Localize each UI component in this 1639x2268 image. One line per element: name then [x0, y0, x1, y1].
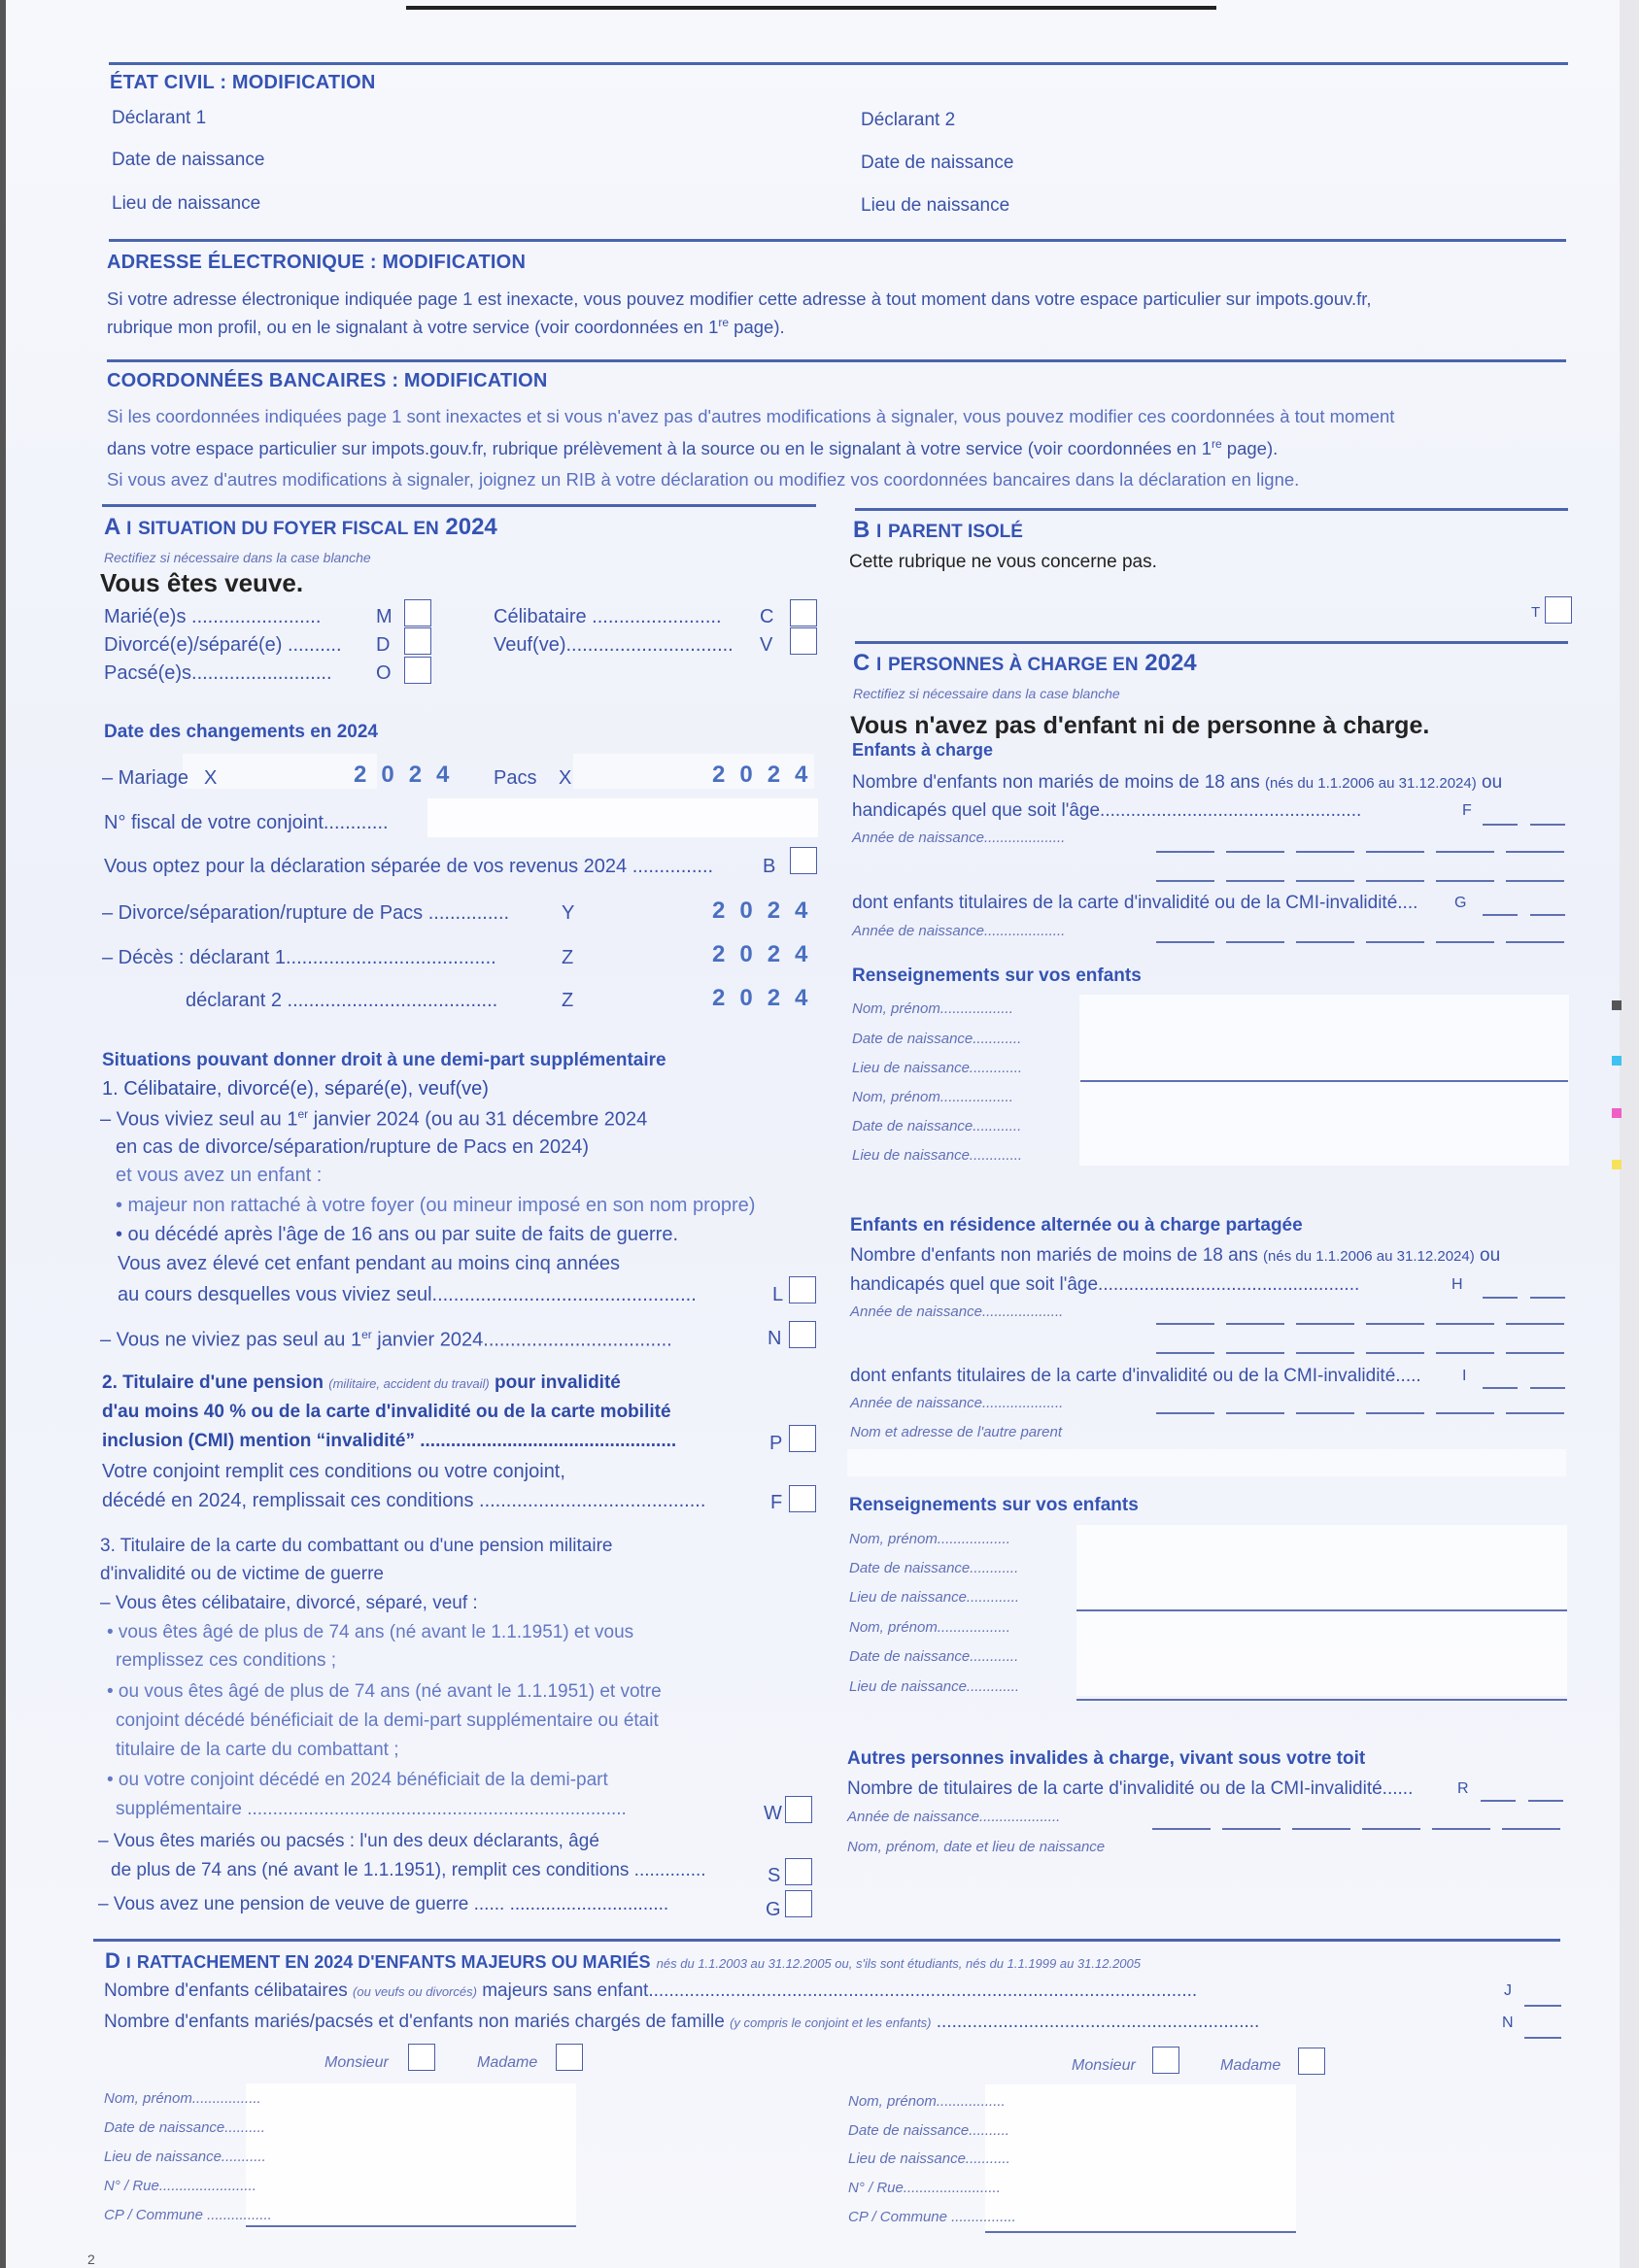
year-field[interactable] [1156, 1352, 1214, 1354]
child1-rue-label: N° / Rue........................ [104, 2178, 256, 2194]
code-i: I [1462, 1368, 1467, 1384]
section-year: 2024 [445, 514, 497, 540]
situation2-line4: Votre conjoint remplit ces conditions ou votre conjoint, [102, 1461, 565, 1482]
bancaire-text-line1: Si les coordonnées indiquées page 1 sont inexactes et si vous n'avez pas d'autres modifications à signaler, vous pouvez modifier ces coordonnées à tout moment [107, 406, 1395, 426]
section-c-title [853, 650, 1197, 677]
year-field[interactable] [1156, 1323, 1214, 1325]
year-field[interactable] [1226, 941, 1284, 943]
code-g: G [766, 1899, 781, 1920]
situation1-line4: • majeur non rattaché à votre foyer (ou mineur imposé en son nom propre) [116, 1195, 756, 1216]
child2-field-area[interactable] [985, 2084, 1296, 2230]
scan-right-edge [1620, 0, 1639, 2268]
section-letter: C [853, 650, 871, 676]
year-field[interactable] [1156, 941, 1214, 943]
option-pacses-label: Pacsé(e)s.......................... [104, 662, 332, 684]
checkbox-t[interactable] [1545, 596, 1572, 624]
pacs-label: Pacs [494, 767, 537, 789]
renseignements-title-2: Renseignements sur vos enfants [849, 1495, 1139, 1515]
situation3-line2: d'invalidité ou de victime de guerre [100, 1564, 384, 1584]
year-field[interactable] [1226, 851, 1284, 853]
code-n: N [768, 1328, 782, 1349]
option-maries-label: Marié(e)s ........................ [104, 606, 322, 627]
year-field[interactable] [1506, 851, 1564, 853]
year-field[interactable] [1366, 851, 1424, 853]
bancaire-title: COORDONNÉES BANCAIRES : MODIFICATION [107, 370, 548, 391]
situation-text: pour invalidité [489, 1372, 621, 1393]
checkbox-n[interactable] [789, 1321, 816, 1348]
count-field[interactable] [1483, 824, 1518, 826]
section-separator: I [876, 522, 882, 542]
bancaire-text-line3: Si vous avez d'autres modifications à signaler, joignez un RIB à votre déclaration ou modifiez vos coordonnées bancaires dans la déclaration en ligne. [107, 469, 1300, 490]
date-label: Date de naissance............ [849, 1648, 1019, 1665]
count-field[interactable] [1483, 1387, 1518, 1389]
field-line [1080, 1080, 1568, 1082]
section-d-title [105, 1948, 1141, 1974]
situation1-line1 [100, 1107, 647, 1132]
field-line [1076, 1609, 1567, 1611]
divider [93, 1939, 1560, 1942]
code-p: P [769, 1433, 783, 1454]
section-letter: B [853, 517, 871, 543]
year-field[interactable] [1296, 1412, 1354, 1414]
deces1-year: 2024 [712, 941, 823, 967]
checkbox-f[interactable] [789, 1485, 816, 1512]
checkbox-g[interactable] [785, 1890, 812, 1917]
situation2-line2: d'au moins 40 % ou de la carte d'invalidité ou de la carte mobilité [102, 1402, 671, 1422]
lieu-label: Lieu de naissance............. [852, 1060, 1023, 1076]
nombre-note: (nés du 1.1.2006 au 31.12.2024) [1265, 775, 1477, 792]
year-field[interactable] [1436, 880, 1494, 882]
field-line [985, 2231, 1296, 2233]
mariage-year: 2024 [354, 762, 464, 788]
year-field[interactable] [1156, 880, 1214, 882]
superscript: re [718, 316, 730, 329]
year-field[interactable] [1156, 851, 1214, 853]
deces1-label: – Décès : déclarant 1....................................... [102, 947, 496, 968]
separate-declaration-label: Vous optez pour la déclaration séparée de vos revenus 2024 ............... [104, 856, 714, 877]
year-field[interactable] [1366, 941, 1424, 943]
option-maries-code: M [376, 606, 393, 627]
situation3-line11: – Vous êtes mariés ou pacsés : l'un des deux déclarants, âgé [98, 1831, 599, 1851]
year-field[interactable] [1296, 1323, 1354, 1325]
divider [107, 359, 1566, 362]
rattachement-text: Nombre d'enfants mariés/pacsés et d'enfants non mariés chargés de famille [104, 2012, 731, 2032]
superscript: er [297, 1107, 309, 1121]
section-letter: A [104, 514, 120, 540]
deces2-label: déclarant 2 ....................................... [186, 990, 498, 1011]
declarant1-birthdate-label: Date de naissance [112, 150, 265, 170]
code-s: S [768, 1865, 781, 1886]
status-message: Vous êtes veuve. [100, 568, 304, 597]
checkbox-madame-2[interactable] [1298, 2048, 1325, 2075]
situation3-line5: remplissez ces conditions ; [116, 1650, 337, 1671]
situation3-line10: supplémentaire .......................................................................... [116, 1799, 627, 1819]
declarant1-label: Déclarant 1 [112, 108, 207, 128]
dont-carte-g: dont enfants titulaires de la carte d'invalidité ou de la CMI-invalidité.... [852, 893, 1418, 913]
option-celibataire-label: Célibataire ........................ [494, 606, 722, 627]
year-field[interactable] [1366, 1412, 1424, 1414]
nom-label: Nom, prénom.................. [849, 1531, 1010, 1547]
madame-label: Madame [477, 2054, 538, 2071]
situation-note: (militaire, accident du travail) [328, 1376, 490, 1391]
divider [102, 504, 816, 507]
autres-nombre-label: Nombre de titulaires de la carte d'invalidité ou de la CMI-invalidité...... [847, 1778, 1414, 1799]
year-field[interactable] [1156, 1412, 1214, 1414]
field-line [246, 2225, 576, 2227]
renseignements-title: Renseignements sur vos enfants [852, 965, 1142, 986]
child2-rue-label: N° / Rue........................ [848, 2180, 1001, 2196]
printer-mark-cyan [1612, 1056, 1622, 1066]
count-field[interactable] [1530, 1297, 1565, 1299]
section-b-title [853, 517, 1023, 544]
rattachement-note: (ou veufs ou divorcés) [353, 1984, 477, 1999]
autres-personnes-title: Autres personnes invalides à charge, vivant sous votre toit [847, 1748, 1366, 1769]
checkbox-w[interactable] [785, 1796, 812, 1823]
code-w: W [764, 1803, 782, 1824]
checkbox-celibataire[interactable] [790, 599, 817, 626]
declarant2-birthplace-label: Lieu de naissance [861, 195, 1010, 216]
changes-title: Date des changements en 2024 [104, 722, 378, 742]
situation-text: – Vous viviez seul au 1 [100, 1108, 298, 1131]
year-field[interactable] [1296, 851, 1354, 853]
year-field[interactable] [1506, 1352, 1564, 1354]
personnes-charge-message: Vous n'avez pas d'enfant ni de personne à charge. [850, 712, 1430, 739]
checkbox-p[interactable] [789, 1425, 816, 1452]
rattachement-text: Nombre d'enfants célibataires [104, 1980, 354, 2001]
parent-isole-message: Cette rubrique ne vous concerne pas. [849, 552, 1157, 572]
situation1-title: 1. Célibataire, divorcé(e), séparé(e), veuf(ve) [102, 1078, 489, 1100]
count-field[interactable] [1481, 1800, 1516, 1802]
printer-mark-yellow [1612, 1160, 1622, 1169]
scan-left-edge [0, 0, 6, 2268]
pacs-x: X [559, 767, 572, 789]
adresse-text-line2 [107, 316, 785, 338]
code-n-rattachement: N [1502, 2014, 1514, 2031]
situation1-line7: au cours desquelles vous viviez seul................................................. [118, 1284, 697, 1305]
year-field[interactable] [1222, 1828, 1280, 1830]
year-field[interactable] [1366, 1323, 1424, 1325]
count-field[interactable] [1524, 2037, 1561, 2039]
code-f: F [770, 1492, 783, 1513]
annee-naissance-label: Année de naissance.................... [850, 1303, 1064, 1320]
fiscal-number-label: N° fiscal de votre conjoint............ [104, 812, 389, 833]
code-r: R [1457, 1780, 1469, 1797]
checkbox-l[interactable] [789, 1276, 816, 1303]
year-field[interactable] [1292, 1828, 1350, 1830]
child2-commune-label: CP / Commune ................ [848, 2209, 1016, 2225]
annee-naissance-label: Année de naissance.................... [852, 829, 1066, 846]
rectifiez-hint: Rectifiez si nécessaire dans la case blanche [104, 550, 371, 565]
child1-date-label: Date de naissance.......... [104, 2119, 265, 2136]
situation3-line12: de plus de 74 ans (né avant le 1.1.1951), remplit ces conditions .............. [111, 1860, 706, 1880]
autres-nom-label: Nom, prénom, date et lieu de naissance [847, 1839, 1106, 1855]
field-line [1076, 1699, 1567, 1701]
section-separator: I [876, 655, 882, 675]
option-veuf-label: Veuf(ve)............................... [494, 634, 734, 656]
divider [109, 239, 1566, 242]
section-title-text: RATTACHEMENT EN 2024 D'ENFANTS MAJEURS OU MARIÉS [136, 1952, 651, 1972]
mariage-label: – Mariage [102, 767, 188, 789]
child1-field-area[interactable] [246, 2083, 576, 2229]
child2-lieu-label: Lieu de naissance........... [848, 2150, 1010, 2167]
year-field[interactable] [1366, 880, 1424, 882]
situation1-line3: et vous avez un enfant : [116, 1165, 323, 1186]
deces2-code: Z [562, 990, 574, 1011]
bancaire-text: dans votre espace particulier sur impots.gouv.fr, rubrique prélèvement à la source ou en le signalant à votre service (voir coordonnées en 1 [107, 438, 1212, 459]
section-title-text: PARENT ISOLÉ [887, 522, 1023, 542]
nom-label: Nom, prénom.................. [849, 1619, 1010, 1636]
nombre-enfants-alt-line1 [850, 1245, 1500, 1267]
year-field[interactable] [1506, 1412, 1564, 1414]
adresse-text: rubrique mon profil, ou en le signalant à votre service (voir coordonnées en 1 [107, 317, 719, 338]
declarant2-label: Déclarant 2 [861, 110, 956, 130]
annee-naissance-label: Année de naissance.................... [852, 923, 1066, 939]
situation1-line2: en cas de divorce/séparation/rupture de Pacs en 2024) [116, 1136, 589, 1158]
monsieur-label: Monsieur [1072, 2057, 1136, 2074]
option-divorce-code: D [376, 634, 391, 656]
year-field[interactable] [1226, 1352, 1284, 1354]
alterne-title-text: Enfants en résidence alternée [850, 1215, 1112, 1236]
option-veuf-code: V [760, 634, 773, 656]
rattachement-line1 [104, 1980, 1197, 2002]
madame-label: Madame [1220, 2057, 1281, 2074]
situation-text: 2. Titulaire d'une pension [102, 1372, 329, 1393]
nombre-text: ou [1474, 1245, 1501, 1266]
year-field[interactable] [1506, 1323, 1564, 1325]
fiscal-number-field[interactable] [427, 798, 818, 837]
scan-top-edge [406, 6, 1216, 10]
monsieur-label: Monsieur [324, 2054, 389, 2071]
code-l: L [772, 1284, 784, 1305]
year-field[interactable] [1436, 1412, 1494, 1414]
count-field[interactable] [1524, 2005, 1561, 2007]
nom-label: Nom, prénom.................. [852, 1000, 1013, 1017]
situation-text: janvier 2024 (ou au 31 décembre 2024 [308, 1108, 648, 1131]
nom-label: Nom, prénom.................. [852, 1089, 1013, 1105]
declarant1-birthplace-label: Lieu de naissance [112, 193, 261, 214]
option-pacses-code: O [376, 662, 392, 684]
situation3-line13: – Vous avez une pension de veuve de guerre ...... ............................... [98, 1894, 669, 1914]
year-field[interactable] [1436, 1323, 1494, 1325]
section-separator: I [126, 1953, 131, 1972]
checkbox-monsieur-1[interactable] [408, 2044, 435, 2071]
child2-date-label: Date de naissance.......... [848, 2122, 1009, 2139]
rattachement-note: (y compris le conjoint et les enfants) [730, 2015, 932, 2030]
code-f-enfants: F [1462, 802, 1472, 819]
option-divorce-label: Divorcé(e)/séparé(e) .......... [104, 634, 342, 656]
situation3-line9: • ou votre conjoint décédé en 2024 bénéficiait de la demi-part [107, 1770, 608, 1790]
autre-parent-field[interactable] [847, 1449, 1566, 1476]
section-year: 2024 [1144, 650, 1197, 676]
count-field[interactable] [1528, 1800, 1563, 1802]
checkbox-pacses[interactable] [404, 657, 431, 684]
year-field[interactable] [1226, 1412, 1284, 1414]
divorce-label: – Divorce/séparation/rupture de Pacs ............... [102, 902, 510, 924]
deces1-code: Z [562, 947, 574, 968]
situation1-line5: • ou décédé après l'âge de 16 ans ou par suite de faits de guerre. [116, 1224, 678, 1245]
nombre-enfants-alt-line2: handicapés quel que soit l'âge................................................... [850, 1274, 1360, 1295]
date-label: Date de naissance............ [849, 1560, 1019, 1576]
divorce-code: Y [562, 902, 575, 924]
nombre-text: ou [1476, 772, 1503, 793]
superscript: re [1212, 437, 1222, 451]
year-field[interactable] [1506, 941, 1564, 943]
rattachement-line2 [104, 2012, 1259, 2033]
printer-mark-magenta [1612, 1108, 1622, 1118]
situation3-line1: 3. Titulaire de la carte du combattant ou d'une pension militaire [100, 1536, 613, 1556]
child1-nom-label: Nom, prénom................. [104, 2090, 261, 2107]
section-a-title [104, 514, 497, 541]
section-subtitle: nés du 1.1.2003 au 31.12.2005 ou, s'ils sont étudiants, nés du 1.1.1999 au 31.12.2005 [656, 1956, 1141, 1971]
situation3-line4: • vous êtes âgé de plus de 74 ans (né avant le 1.1.1951) et vous [107, 1622, 634, 1642]
lieu-label: Lieu de naissance............. [852, 1147, 1023, 1164]
rattachement-text: majeurs sans enfant........................................................................................................... [476, 1980, 1198, 2001]
annee-naissance-label: Année de naissance.................... [847, 1809, 1061, 1825]
situation3-line7: conjoint décédé bénéficiait de la demi-part supplémentaire ou était [116, 1710, 659, 1731]
autre-parent-label: Nom et adresse de l'autre parent [850, 1424, 1062, 1440]
lieu-label: Lieu de naissance............. [849, 1678, 1020, 1695]
annee-naissance-label: Année de naissance.................... [850, 1395, 1064, 1411]
rectifiez-hint: Rectifiez si nécessaire dans la case blanche [853, 686, 1120, 701]
nombre-note: (nés du 1.1.2006 au 31.12.2024) [1263, 1248, 1475, 1265]
count-field[interactable] [1483, 1297, 1518, 1299]
nombre-enfants-line1 [852, 772, 1502, 794]
year-field[interactable] [1436, 851, 1494, 853]
declarant2-birthdate-label: Date de naissance [861, 152, 1014, 173]
situation2-line5: décédé en 2024, remplissait ces conditions .......................................... [102, 1490, 706, 1511]
situation-text: janvier 2024................................... [371, 1329, 672, 1351]
situation2-line3: inclusion (CMI) mention “invalidité” .................................................. [102, 1431, 677, 1451]
printer-mark-black [1612, 1000, 1622, 1010]
situation2-line1 [102, 1372, 621, 1394]
situation3-line8: titulaire de la carte du combattant ; [116, 1740, 399, 1760]
section-title-text: SITUATION DU FOYER FISCAL EN [138, 519, 439, 539]
year-field[interactable] [1226, 880, 1284, 882]
year-field[interactable] [1506, 880, 1564, 882]
page-number: 2 [87, 2251, 95, 2267]
situation1-line6: Vous avez élevé cet enfant pendant au moins cinq années [118, 1253, 621, 1274]
etat-civil-title: ÉTAT CIVIL : MODIFICATION [110, 72, 376, 93]
code-j: J [1504, 1982, 1512, 1999]
year-field[interactable] [1152, 1828, 1211, 1830]
adresse-text: page). [729, 317, 785, 338]
lieu-label: Lieu de naissance............. [849, 1589, 1020, 1606]
checkbox-divorce[interactable] [404, 627, 431, 655]
child2-nom-label: Nom, prénom................. [848, 2093, 1006, 2110]
nombre-text: Nombre d'enfants non mariés de moins de 18 ans [850, 1245, 1264, 1266]
dont-carte-i: dont enfants titulaires de la carte d'invalidité ou de la CMI-invalidité..... [850, 1366, 1421, 1386]
separate-declaration-code: B [763, 856, 776, 877]
divider [855, 508, 1568, 511]
situation3-line3: – Vous êtes célibataire, divorcé, séparé, veuf : [100, 1593, 478, 1613]
divider [109, 62, 1568, 65]
nombre-enfants-line2: handicapés quel que soit l'âge................................................... [852, 800, 1362, 821]
year-field[interactable] [1436, 941, 1494, 943]
situation1-line8 [100, 1328, 672, 1352]
code-g-enfants: G [1454, 895, 1467, 911]
year-field[interactable] [1296, 1352, 1354, 1354]
situation-text: – Vous ne viviez pas seul au 1 [100, 1329, 362, 1351]
divider [855, 641, 1568, 644]
year-field[interactable] [1366, 1352, 1424, 1354]
bancaire-text-line2 [107, 437, 1278, 459]
alterne-title-text: ou à charge partagée [1116, 1215, 1303, 1236]
count-field[interactable] [1483, 914, 1518, 916]
year-field[interactable] [1436, 1352, 1494, 1354]
situation3-line6: • ou vous êtes âgé de plus de 74 ans (né avant le 1.1.1951) et votre [107, 1681, 662, 1702]
checkbox-s[interactable] [785, 1858, 812, 1885]
year-field[interactable] [1226, 1323, 1284, 1325]
alterne-title [850, 1215, 1303, 1236]
mariage-x: X [204, 767, 218, 789]
date-label: Date de naissance............ [852, 1031, 1022, 1047]
checkbox-maries[interactable] [404, 599, 431, 626]
superscript: er [361, 1328, 372, 1341]
section-title-text: PERSONNES À CHARGE EN [887, 655, 1139, 675]
year-field[interactable] [1362, 1828, 1420, 1830]
demi-part-title: Situations pouvant donner droit à une demi-part supplémentaire [102, 1050, 666, 1070]
checkbox-separate-declaration[interactable] [790, 847, 817, 874]
year-field[interactable] [1432, 1828, 1490, 1830]
count-field[interactable] [1530, 914, 1565, 916]
option-celibataire-code: C [760, 606, 774, 627]
checkbox-monsieur-2[interactable] [1152, 2047, 1179, 2074]
nombre-text: Nombre d'enfants non mariés de moins de 18 ans [852, 772, 1266, 793]
count-field[interactable] [1530, 824, 1565, 826]
count-field[interactable] [1530, 1387, 1565, 1389]
deces2-year: 2024 [712, 985, 823, 1011]
year-field[interactable] [1296, 941, 1354, 943]
enfants-charge-title: Enfants à charge [852, 740, 994, 760]
year-field[interactable] [1502, 1828, 1560, 1830]
section-letter: D [105, 1948, 120, 1973]
bancaire-text: page). [1221, 438, 1279, 459]
checkbox-madame-1[interactable] [556, 2044, 583, 2071]
year-field[interactable] [1296, 880, 1354, 882]
date-label: Date de naissance............ [852, 1118, 1022, 1134]
code-t: T [1531, 604, 1541, 621]
child1-lieu-label: Lieu de naissance........... [104, 2149, 266, 2165]
pacs-year: 2024 [712, 762, 823, 788]
adresse-text-line1: Si votre adresse électronique indiquée page 1 est inexacte, vous pouvez modifier cette adresse à tout moment dans votre espace particulier sur impots.gouv.fr, [107, 288, 1372, 309]
section-separator: I [126, 519, 132, 539]
adresse-title: ADRESSE ÉLECTRONIQUE : MODIFICATION [107, 252, 527, 273]
child1-commune-label: CP / Commune ................ [104, 2207, 272, 2223]
checkbox-veuf[interactable] [790, 627, 817, 655]
code-h: H [1451, 1276, 1463, 1293]
divorce-year: 2024 [712, 897, 823, 924]
rattachement-text: ............................................................... [931, 2012, 1260, 2032]
